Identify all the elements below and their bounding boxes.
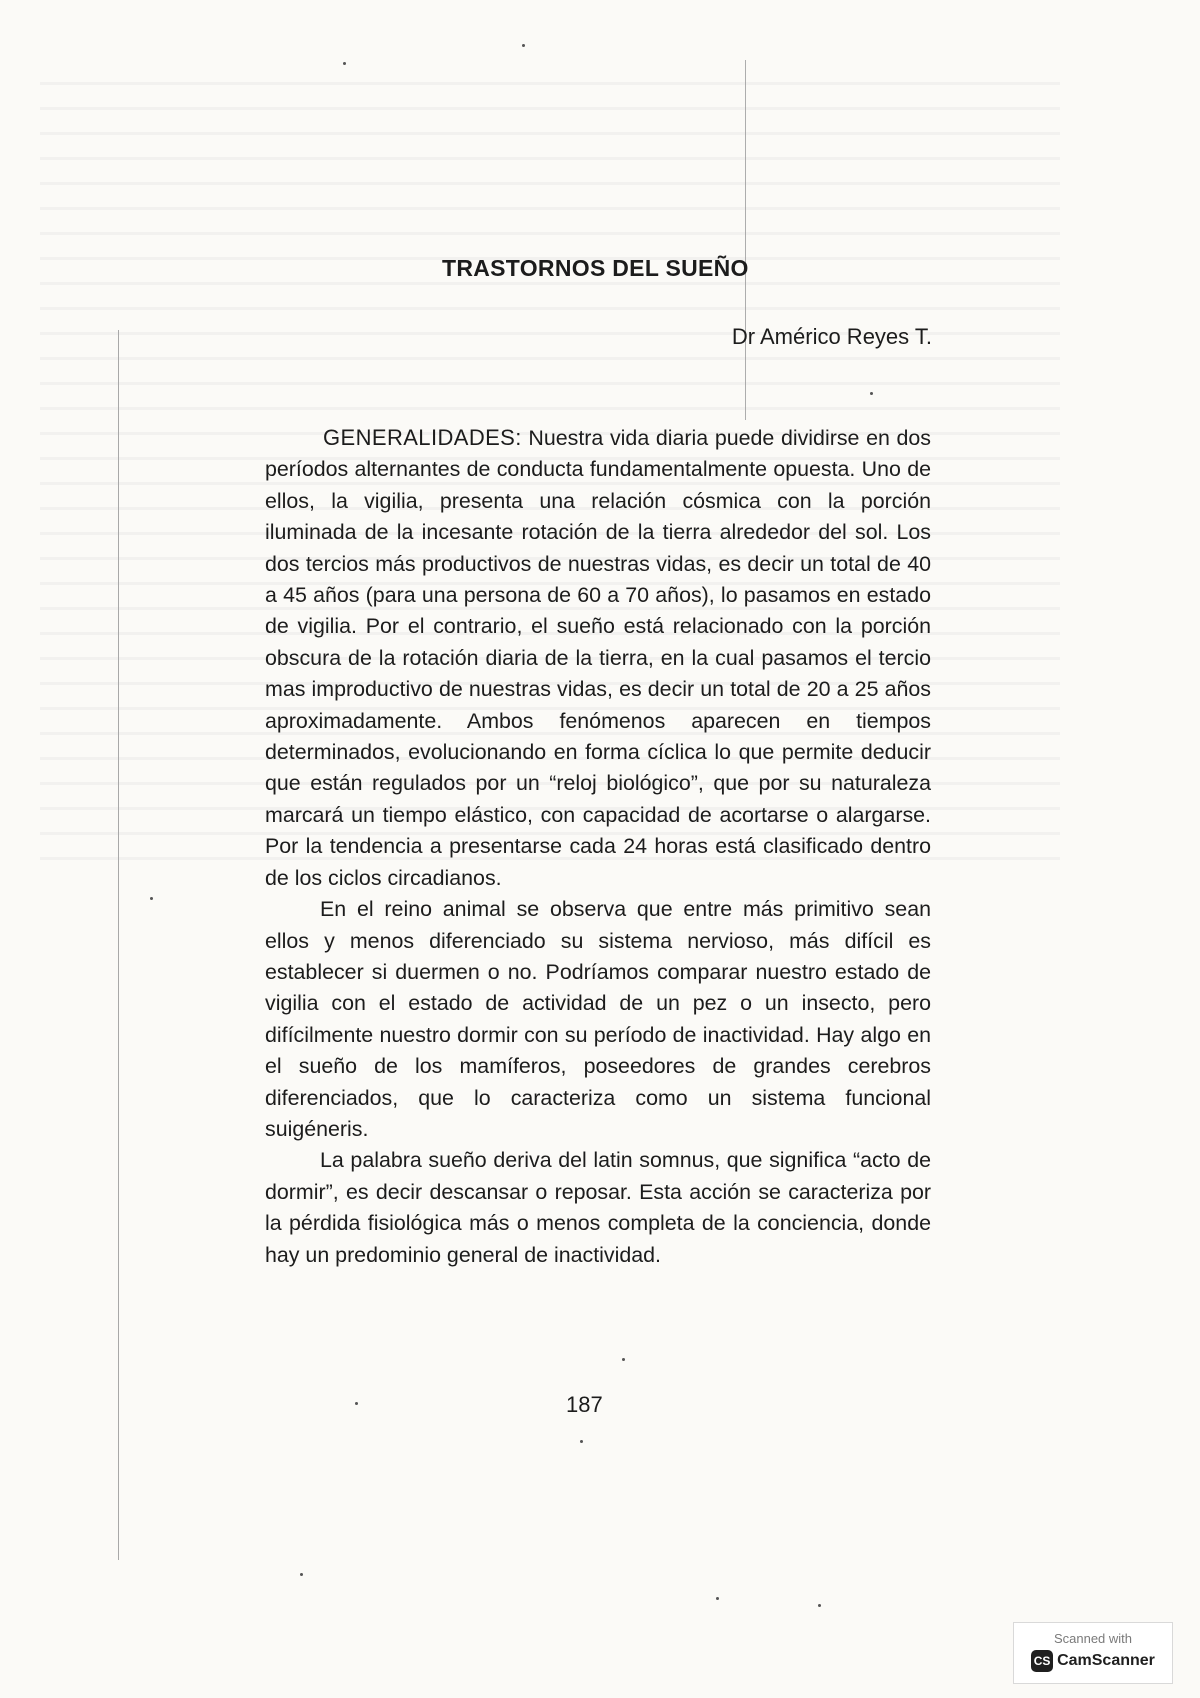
- paragraph-palabra-sueno: La palabra sueño deriva del latin somnus, que significa “acto de dormir”, es decir descansar o reposar. Esta acción se caracteriza por la pérdida fisiológica más o menos completa de la conciencia, donde hay un predominio general de inactividad.: [265, 1148, 931, 1267]
- scan-speck: [580, 1440, 583, 1443]
- page-edge-line: [118, 330, 119, 1560]
- document-author: Dr Américo Reyes T.: [731, 324, 932, 349]
- paragraph-generalidades: [265, 422, 931, 894]
- document-title: TRASTORNOS DEL SUEÑO: [442, 255, 749, 281]
- scan-speck: [870, 392, 873, 395]
- watermark-caption: Scanned with: [1053, 1631, 1133, 1646]
- scan-speck: [300, 1573, 303, 1576]
- scan-speck: [355, 1402, 358, 1405]
- scan-speck: [622, 1358, 625, 1361]
- scan-speck: [343, 62, 346, 65]
- fold-line: [745, 60, 746, 420]
- scan-speck: [522, 44, 525, 47]
- paragraph-reino-animal: En el reino animal se observa que entre más primitivo sean ellos y menos diferenciado su sistema nervioso, más difícil es establecer si duermen o no. Podríamos comparar nuestro estado de vigilia con el estado de actividad de un pez o un insecto, pero difícilmente nuestro dormir con su período de inactividad. Hay algo en el sueño de los mamíferos, poseedores de grandes cerebros diferenciados, que lo caracteriza como un sistema funcional suigéneris.: [265, 897, 931, 1141]
- document-body: [265, 422, 931, 1271]
- camscanner-logo-icon: CS: [1031, 1650, 1053, 1672]
- paragraph-lead-heading: GENERALIDADES:: [323, 425, 522, 450]
- paragraph-text: Nuestra vida diaria puede dividirse en dos períodos alternantes de conducta fundamentalmente opuesta. Uno de ellos, la vigilia, presenta una relación cósmica con la porción iluminada de la incesante rotación de la tierra alrededor del sol. Los dos tercios más productivos de nuestras vidas, es decir un total de 40 a 45 años (para una persona de 60 a 70 años), lo pasamos en estado de vigilia. Por el contrario, el sueño está relacionado con la porción obscura de la rotación diaria de la tierra, en la cual pasamos el tercio mas improductivo de nuestras vidas, es decir un total de 20 a 25 años aproximadamente. Ambos fenómenos aparecen en tiempos determinados, evolucionando en forma cíclica lo que permite deducir que están regulados por un “reloj biológico”, que por su naturaleza marcará un tiempo elástico, con capacidad de acortarse o alargarse. Por la tendencia a presentarse cada 24 horas está clasificado dentro de los ciclos circadianos.: [265, 426, 931, 890]
- page-number: 187: [566, 1392, 603, 1417]
- watermark-brand-name: CamScanner: [1057, 1652, 1155, 1669]
- scan-speck: [818, 1604, 821, 1607]
- scan-speck: [150, 897, 153, 900]
- camscanner-watermark: [1013, 1622, 1173, 1684]
- watermark-brand-row: [1014, 1650, 1172, 1672]
- scan-speck: [716, 1597, 719, 1600]
